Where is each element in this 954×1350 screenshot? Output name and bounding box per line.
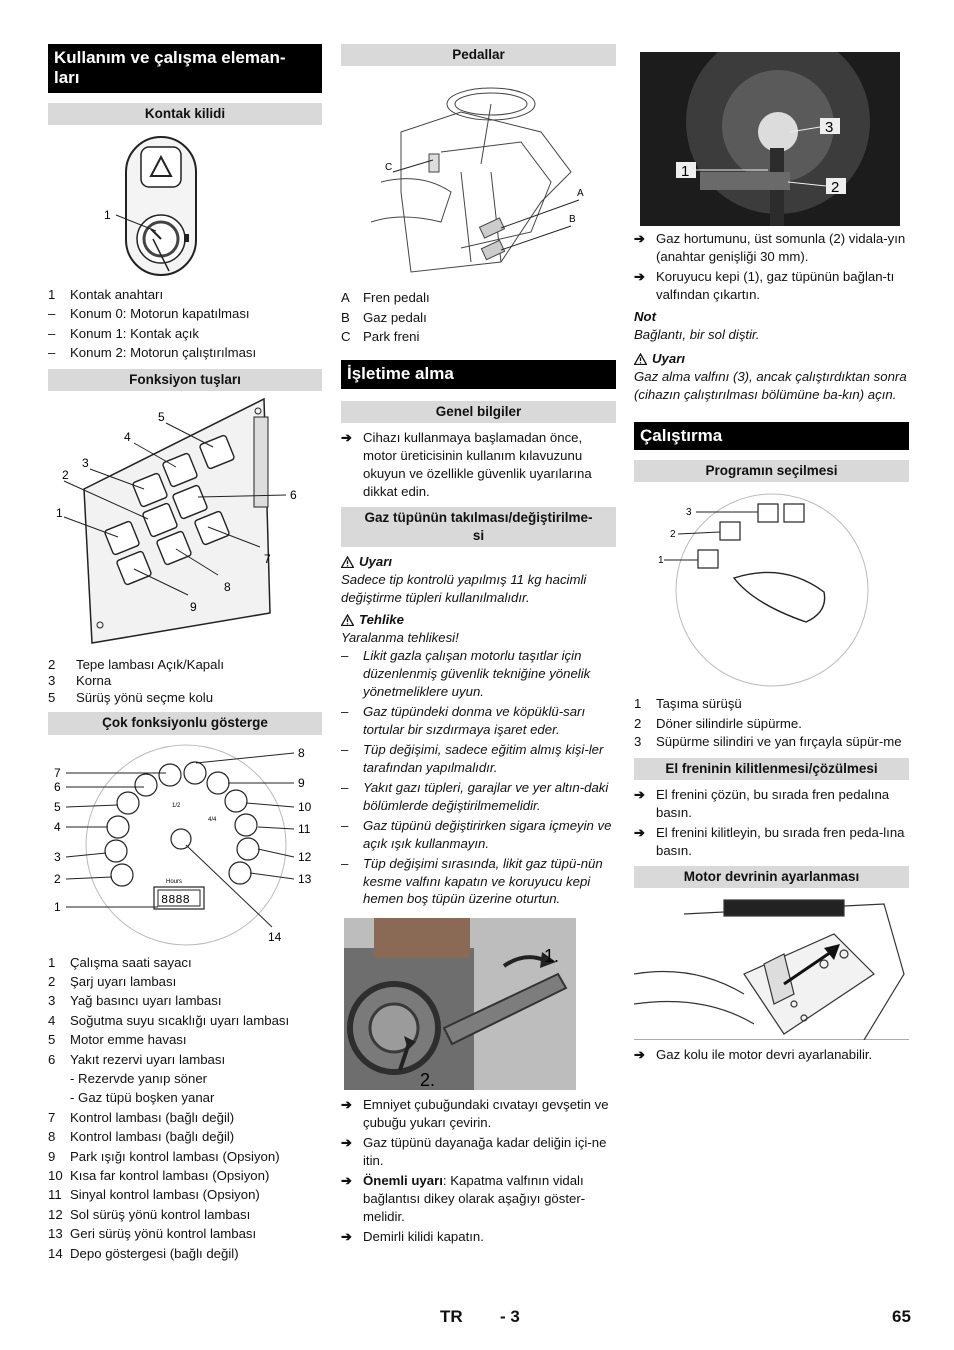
callout-11: 11: [298, 821, 311, 836]
list-item: – Konum 1: Kontak açık: [48, 325, 200, 341]
callout-1: 1: [658, 555, 664, 567]
callout-2: 2: [54, 871, 61, 886]
list-item: ➔ Emniyet çubuğundaki cıvatayı gevşetin ve çubuğu yukarı çevirin.: [341, 1097, 609, 1131]
callout-4: 4: [54, 819, 61, 834]
list-item: – Gaz tüpünü değiştirirken sigara içmeyin ve açık ışık kullanmayın.: [341, 817, 612, 851]
heading-program-selection: Programın seçilmesi: [634, 460, 909, 482]
list-item: – Tüp değişimi sırasında, likit gaz tüpü-nün kesme valfını kapatın ve koruyucu kepi hemen boş tüpün üzerine oturtun.: [341, 855, 603, 907]
warning-triangle-icon: [341, 614, 354, 626]
list-item: ➔ Önemli uyarı: Kapatma valfının vidalı bağlantısı dikey olarak aşağıyı göster-melidir.: [341, 1173, 586, 1225]
callout-2: 2: [831, 179, 840, 196]
column-3: [634, 52, 909, 1068]
gas-cylinder-photo: [344, 918, 576, 1090]
callout-A: A: [577, 188, 584, 200]
callout-1: 1: [681, 163, 690, 180]
callout-1: 1: [104, 208, 111, 222]
list-item: 3 Yağ basıncı uyarı lambası: [48, 993, 222, 1009]
callout-5: 5: [54, 799, 61, 814]
section-title-commissioning: İşletime alma: [341, 360, 616, 388]
callout-B: B: [569, 214, 576, 226]
fuel-full-label: 4/4: [208, 816, 217, 823]
list-item: 11 Sinyal kontrol lambası (Opsiyon): [48, 1187, 260, 1203]
list-item: 12 Sol sürüş yönü kontrol lambası: [48, 1206, 251, 1222]
heading-engine-speed: Motor devrinin ayarlanması: [634, 866, 909, 888]
callout-3: 3: [686, 507, 692, 519]
list-item: A Fren pedalı: [341, 290, 430, 306]
list-item: – Konum 0: Motorun kapatılması: [48, 306, 250, 322]
note-text: Bağlantı, bir sol diştir.: [634, 326, 760, 342]
list-item: 9 Park ışığı kontrol lambası (Opsiyon): [48, 1148, 280, 1164]
danger-title: Tehlike: [341, 611, 616, 629]
callout-9: 9: [190, 599, 197, 614]
callout-2: 2: [62, 467, 69, 482]
callout-7: 7: [264, 551, 271, 566]
callout-14: 14: [268, 929, 282, 944]
fuel-half-label: 1/2: [172, 802, 181, 809]
list-item: – Konum 2: Motorun çalıştırılması: [48, 345, 257, 361]
section-title-controls: Kullanım ve çalışma eleman- ları: [48, 44, 322, 93]
ignition-figure: [48, 131, 322, 279]
list-item: 8 Kontrol lambası (bağlı değil): [48, 1129, 235, 1145]
list-item: ➔ Cihazı kullanmaya başlamadan önce, motor üreticisinin kullanım kılavuzunu okuyun ve özellikle güvenlik uyarılarına dikkat edin.: [341, 430, 592, 499]
section-title-operation: Çalıştırma: [634, 422, 909, 450]
list-item: - Rezervde yanıp söner: [70, 1071, 208, 1086]
list-item: 4 Soğutma suyu sıcaklığı uyarı lambası: [48, 1012, 290, 1028]
list-item: ➔ Demirli kilidi kapatın.: [341, 1229, 484, 1245]
ignition-list: [48, 285, 322, 363]
list-item: 13 Geri sürüş yönü kontrol lambası: [48, 1226, 257, 1242]
pedals-list: [341, 288, 616, 346]
callout-4: 4: [124, 429, 131, 444]
danger-text: Yaralanma tehlikesi!: [341, 630, 459, 646]
list-item: 5 Sürüş yönü seçme kolu: [48, 689, 214, 705]
column-1: [48, 44, 322, 1269]
callout-C: C: [385, 162, 393, 174]
function-keys-figure: [48, 397, 322, 651]
list-item: 3 Korna: [48, 673, 112, 689]
callout-8: 8: [298, 745, 305, 760]
callout-10: 10: [298, 799, 312, 814]
callout-1: 1: [56, 505, 63, 520]
list-item: – Gaz tüpündeki donma ve köpüklü-sarı tortular bir sızdırmaya işaret eder.: [341, 703, 586, 737]
callout-12: 12: [298, 849, 312, 864]
step-label-1: 1.: [544, 946, 560, 967]
program-list: [634, 694, 909, 750]
heading-function-keys: Fonksiyon tuşları: [48, 369, 322, 391]
column-2: [341, 44, 616, 1250]
general-info-list: [341, 429, 616, 501]
list-item: ➔ Gaz hortumunu, üst somunla (2) vidala-yın (anahtar genişliği 30 mm).: [634, 231, 906, 264]
list-item: 2 Döner silindirle süpürme.: [634, 715, 802, 731]
list-item: B Gaz pedalı: [341, 309, 427, 325]
list-item: C Park freni: [341, 329, 420, 345]
heading-gas-cylinder: Gaz tüpünün takılması/değiştirilme- si: [341, 507, 616, 547]
list-item: ➔ Gaz tüpünü dayanağa kadar deliğin içi-ne itin.: [341, 1135, 607, 1169]
callout-2: 2: [670, 529, 676, 541]
heading-parking-brake: El freninin kilitlenmesi/çözülmesi: [634, 758, 909, 780]
gas-cylinder-steps: [341, 1096, 616, 1246]
list-item: 1 Çalışma saati sayacı: [48, 954, 192, 970]
warning-text: Sadece tip kontrolü yapılmış 11 kg hacimli değiştirme tüpleri kullanılmalıdır.: [341, 572, 587, 606]
callout-1: 1: [54, 899, 61, 914]
list-item: 2 Tepe lambası Açık/Kapalı: [48, 656, 225, 672]
callout-7: 7: [54, 765, 61, 780]
list-item: – Likit gazla çalışan motorlu taşıtlar için düzenlenmiş güvenlik tekniğine yönelik yönetmeliklere uyun.: [341, 648, 591, 699]
list-item: 2 Şarj uyarı lambası: [48, 973, 177, 989]
step-label-2: 2.: [420, 1070, 436, 1091]
valve-steps: [634, 230, 909, 304]
list-item: 5 Motor emme havası: [48, 1032, 187, 1048]
heading-multi-display: Çok fonksiyonlu gösterge: [48, 712, 322, 734]
callout-3: 3: [54, 849, 61, 864]
footer-page-ref: - 3: [500, 1307, 520, 1326]
callout-6: 6: [54, 779, 61, 794]
callout-13: 13: [298, 871, 312, 886]
list-item: 6 Yakıt rezervi uyarı lambası: [48, 1051, 226, 1067]
footer-language: TR: [440, 1307, 463, 1326]
parking-brake-steps: [634, 786, 909, 860]
list-item: 7 Kontrol lambası (bağlı değil): [48, 1109, 235, 1125]
list-item: – Yakıt gazı tüpleri, garajlar ve yer altın-daki bölümlerde değiştirilmemelidir.: [341, 779, 609, 813]
heading-pedals: Pedallar: [341, 44, 616, 66]
program-selector-figure: [634, 488, 909, 688]
list-item: – Tüp değişimi, sadece eğitim almış kişi-ler tarafından yapılmalıdır.: [341, 741, 604, 775]
note-title: Not: [634, 308, 656, 324]
callout-6: 6: [290, 487, 297, 502]
callout-9: 9: [298, 775, 305, 790]
callout-3: 3: [82, 455, 89, 470]
hour-meter-display: 8888: [161, 892, 190, 907]
warning-triangle-icon: [634, 353, 647, 365]
multi-display-figure: [48, 741, 322, 947]
engine-speed-steps: [634, 1046, 909, 1064]
warning-text: Gaz alma valfını (3), ancak çalıştırdıktan sonra (cihazın çalıştırılması bölümüne ba-kın) açın.: [634, 368, 907, 402]
heading-general-info: Genel bilgiler: [341, 401, 616, 423]
list-item: - Gaz tüpü boşken yanar: [70, 1090, 215, 1106]
list-item: 1 Kontak anahtarı: [48, 287, 164, 302]
warning-title: Uyarı: [634, 350, 909, 368]
warning-title: Uyarı: [341, 553, 616, 571]
function-keys-list: [48, 657, 322, 707]
list-item: ➔ El frenini kilitleyin, bu sırada fren peda-lına basın.: [634, 825, 905, 859]
multi-display-list: [48, 953, 322, 1264]
list-item: ➔ Koruyucu kepi (1), gaz tüpünün bağlan-tı valfından çıkartın.: [634, 268, 895, 302]
list-item: 3 Süpürme silindiri ve yan fırçayla süpür-me: [634, 734, 902, 749]
pedals-figure: [341, 72, 616, 282]
list-item: 14 Depo göstergesi (bağlı değil): [48, 1245, 239, 1261]
throttle-figure: [634, 894, 909, 1040]
danger-list: [341, 647, 616, 908]
list-item: 1 Taşıma sürüşü: [634, 696, 742, 712]
callout-8: 8: [224, 579, 231, 594]
hours-label: Hours: [166, 878, 183, 885]
footer-page-number: 65: [892, 1307, 911, 1326]
heading-ignition: Kontak kilidi: [48, 103, 322, 125]
list-item: ➔ Gaz kolu ile motor devri ayarlanabilir.: [634, 1047, 873, 1063]
valve-photo: [640, 52, 900, 226]
callout-3: 3: [825, 119, 834, 136]
list-item: ➔ El frenini çözün, bu sırada fren pedalına basın.: [634, 787, 890, 821]
list-item: 10 Kısa far kontrol lambası (Opsiyon): [48, 1168, 270, 1184]
warning-triangle-icon: [341, 556, 354, 568]
callout-5: 5: [158, 409, 165, 424]
